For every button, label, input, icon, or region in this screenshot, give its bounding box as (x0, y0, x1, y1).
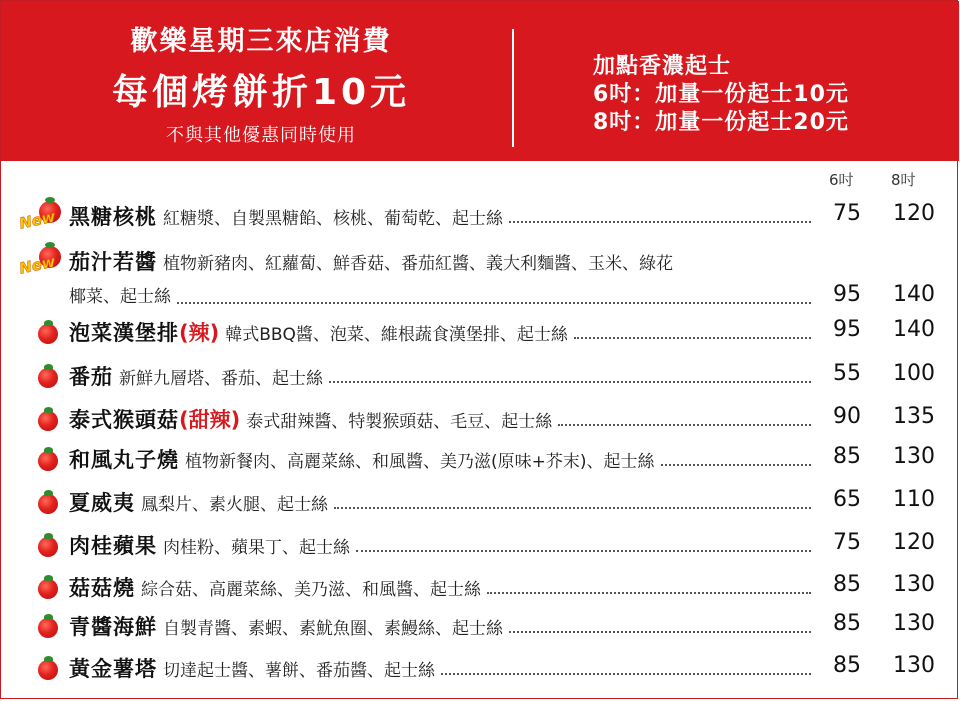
menu-item (1, 244, 959, 314)
menu-item-line (69, 444, 655, 474)
price-8-inch: 120 (893, 201, 935, 226)
menu-item-name: 番茄 (69, 365, 113, 389)
menu-item-description: 泰式甜辣醬、特製猴頭菇、毛豆、起士絲 (246, 412, 553, 432)
tomato-icon (38, 537, 58, 557)
menu-item-name: 夏威夷 (69, 491, 135, 515)
menu-item-description: 自製青醬、素蝦、素魷魚圈、素鰻絲、起士絲 (163, 619, 503, 639)
spicy-tag: (辣) (179, 321, 220, 345)
menu-item-line (69, 246, 673, 276)
menu-item-name: 泡菜漢堡排 (69, 321, 179, 345)
menu-item-line (69, 404, 552, 434)
menu-item-description: 新鮮九層塔、番茄、起士絲 (119, 369, 323, 389)
promo-banner (1, 1, 959, 161)
menu-item-description: 植物新豬肉、紅蘿蔔、鮮香菇、番茄紅醬、義大利麵醬、玉米、綠花 (163, 254, 673, 274)
price-6-inch: 95 (833, 282, 861, 307)
menu-item-line (69, 317, 568, 347)
price-6-inch: 90 (833, 404, 861, 429)
menu-item-line (69, 530, 350, 560)
menu-item-description: 韓式BBQ醬、泡菜、維根蔬食漢堡排、起士絲 (225, 325, 568, 345)
leader-dots (509, 631, 811, 633)
menu-item (1, 570, 959, 606)
price-8-inch: 130 (893, 572, 935, 597)
price-6-inch: 75 (833, 530, 861, 555)
price-8-inch: 140 (893, 317, 935, 342)
menu-item (1, 442, 959, 478)
menu-item-name: 青醬海鮮 (69, 615, 157, 639)
menu-item (1, 651, 959, 687)
menu-item-line-2 (69, 282, 171, 307)
menu-item-description-cont: 椰菜、起士絲 (69, 287, 171, 307)
menu-item-name: 肉桂蘋果 (69, 534, 157, 558)
leader-dots (329, 381, 811, 383)
leader-dots (487, 592, 811, 594)
menu-item-name: 黃金薯塔 (69, 657, 157, 681)
leader-dots (177, 302, 811, 304)
menu-item-description: 紅糖漿、自製黑糖餡、核桃、葡萄乾、起士絲 (163, 209, 503, 229)
menu-item-line (69, 653, 435, 683)
menu-item (1, 402, 959, 438)
price-6-inch: 85 (833, 611, 861, 636)
tomato-icon (38, 368, 58, 388)
price-8-inch: 100 (893, 361, 935, 386)
tomato-icon (38, 411, 58, 431)
menu-item-name: 和風丸子燒 (69, 448, 179, 472)
tomato-icon (38, 451, 58, 471)
new-badge-icon (19, 201, 67, 231)
price-8-inch: 130 (893, 611, 935, 636)
menu-item-name: 菇菇燒 (69, 576, 135, 600)
tomato-icon (38, 579, 58, 599)
price-6-inch: 85 (833, 572, 861, 597)
menu-item (1, 199, 959, 235)
menu-item-line (69, 572, 481, 602)
menu-item (1, 315, 959, 351)
tomato-icon (38, 660, 58, 680)
price-6-inch: 75 (833, 201, 861, 226)
menu-item-line (69, 487, 328, 517)
price-6-inch: 85 (833, 653, 861, 678)
menu-item-name: 泰式猴頭菇 (69, 408, 179, 432)
cheese-6-inch: 6吋：加量一份起士10元 (593, 82, 849, 107)
price-6-inch: 65 (833, 487, 861, 512)
promo-line-2: 每個烤餅折10元 (111, 72, 411, 113)
tomato-icon (38, 618, 58, 638)
menu-item-name: 黑糖核桃 (69, 205, 157, 229)
price-8-inch: 135 (893, 404, 935, 429)
menu-item (1, 485, 959, 521)
promo-line-3: 不與其他優惠同時使用 (166, 125, 356, 146)
menu-item-line (69, 361, 323, 391)
cheese-8-inch: 8吋：加量一份起士20元 (593, 110, 849, 135)
price-8-inch: 130 (893, 444, 935, 469)
price-6-inch: 95 (833, 317, 861, 342)
promo-line-1: 歡樂星期三來店消費 (130, 26, 392, 57)
leader-dots (558, 424, 811, 426)
price-6-inch: 55 (833, 361, 861, 386)
banner-divider (512, 29, 514, 147)
menu-item-description: 植物新餐肉、高麗菜絲、和風醬、美乃滋(原味+芥末)、起士絲 (185, 452, 655, 472)
new-badge-label: New (17, 207, 58, 233)
menu-item (1, 359, 959, 395)
wednesday-promo (81, 19, 441, 147)
tomato-icon (38, 494, 58, 514)
size-6-header: 6吋 (829, 171, 854, 189)
price-8-inch: 120 (893, 530, 935, 555)
menu-item (1, 528, 959, 564)
price-6-inch: 85 (833, 444, 861, 469)
menu-item-description: 切達起士醬、薯餅、番茄醬、起士絲 (163, 661, 435, 681)
leader-dots (574, 337, 811, 339)
price-8-inch: 140 (893, 282, 935, 307)
menu-item-description: 綜合菇、高麗菜絲、美乃滋、和風醬、起士絲 (141, 580, 481, 600)
leader-dots (441, 673, 811, 675)
price-8-inch: 110 (893, 487, 935, 512)
menu-item-description: 肉桂粉、蘋果丁、起士絲 (163, 538, 350, 558)
menu-item-line (69, 611, 503, 641)
leader-dots (356, 550, 811, 552)
price-8-inch: 130 (893, 653, 935, 678)
leader-dots (661, 464, 811, 466)
menu-item-name: 茄汁若醬 (69, 250, 157, 274)
menu-item-description: 鳳梨片、素火腿、起士絲 (141, 495, 328, 515)
new-badge-icon (19, 246, 67, 276)
new-badge-label: New (17, 252, 58, 278)
size-8-header: 8吋 (891, 171, 916, 189)
leader-dots (334, 507, 811, 509)
cheese-title: 加點香濃起士 (593, 54, 732, 79)
menu-item (1, 609, 959, 645)
leader-dots (509, 221, 811, 223)
menu-item-line (69, 201, 503, 231)
spicy-tag: (甜辣) (179, 408, 241, 432)
cheese-addon (593, 53, 849, 137)
tomato-icon (38, 324, 58, 344)
